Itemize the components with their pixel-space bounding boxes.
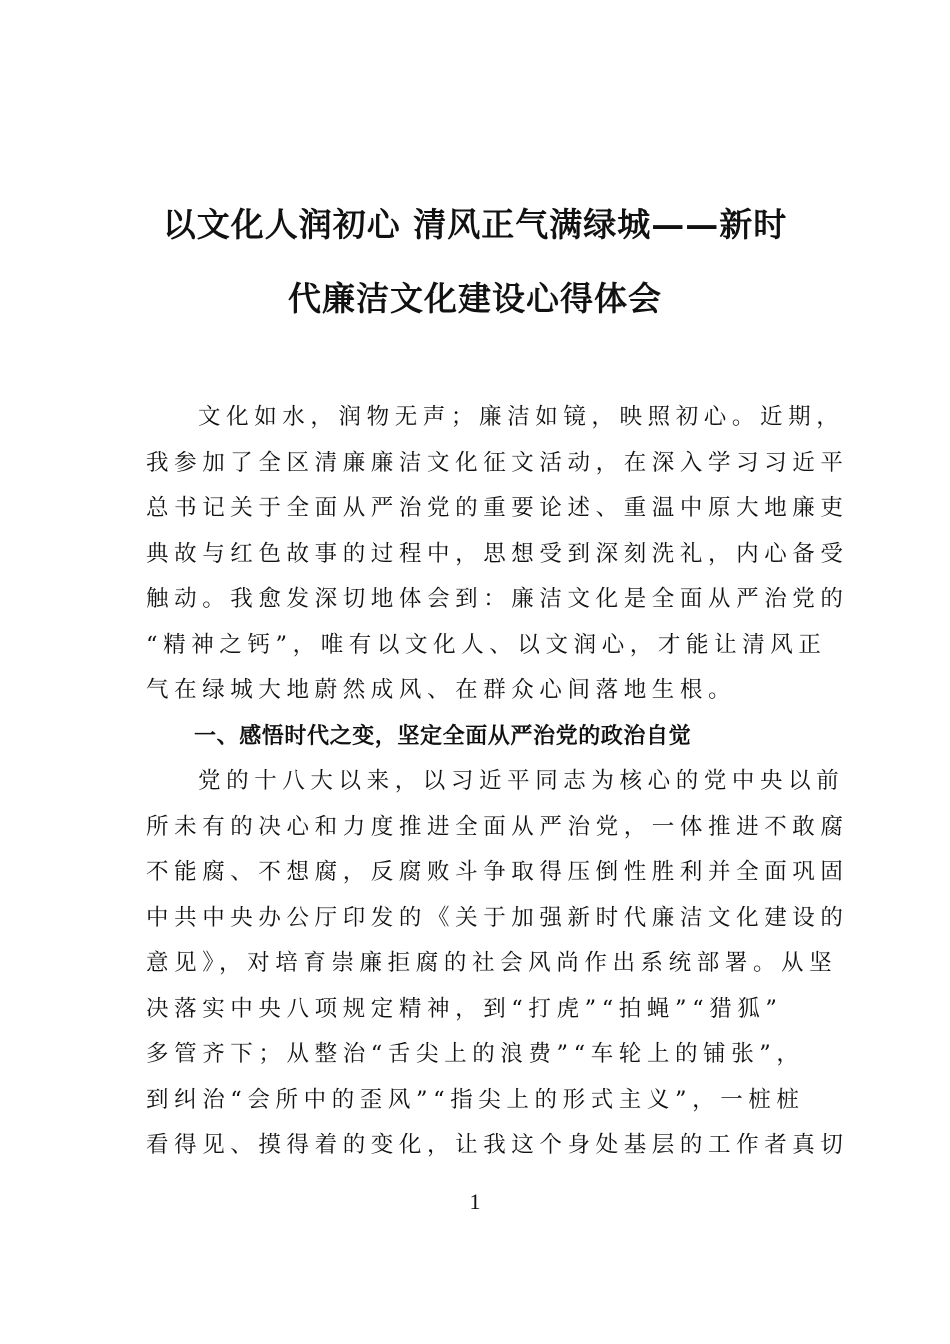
document-body [146,395,849,1169]
paragraph-line: 典故与红色故事的过程中，思想受到深刻洗礼，内心备受 [146,540,849,567]
paragraph-line: 不能腐、不想腐，反腐败斗争取得压倒性胜利并全面巩固 [146,859,849,885]
paragraph-line: 中共中央办公厅印发的《关于加强新时代廉洁文化建设的 [146,904,849,931]
page-number: 1 [469,1189,481,1214]
paragraph-line: 意见》，对培育崇廉拒腐的社会风尚作出系统部署。从坚 [146,950,838,976]
paragraph-line: “精神之钙”，唯有以文化人、以文润心，才能让清风正 [146,631,827,658]
paragraph-line: 我参加了全区清廉廉洁文化征文活动，在深入学习习近平 [146,449,849,476]
paragraph-line: 总书记关于全面从严治党的重要论述、重温中原大地廉吏 [146,495,849,521]
title-line-2: 代廉洁文化建设心得体会 [288,279,662,318]
title-line-1: 以文化人润初心 清风正气满绿城——新时 [162,205,788,244]
section-heading: 一、感悟时代之变，坚定全面从严治党的政治自觉 [194,723,692,749]
paragraph-line: 多管齐下；从整治“舌尖上的浪费”“车轮上的铺张”， [146,1041,805,1067]
paragraph-line: 所未有的决心和力度推进全面从严治党，一体推进不敢腐 [146,813,849,840]
paragraph-line: 党的十八大以来，以习近平同志为核心的党中央以前 [198,768,845,794]
paragraph-line: 触动。我愈发深切地体会到：廉洁文化是全面从严治党的 [146,586,849,612]
paragraph-line: 看得见、摸得着的变化，让我这个身处基层的工作者真切 [146,1132,849,1158]
paragraph-line: 决落实中央八项规定精神，到“打虎”“拍蝇”“猎狐” [146,995,783,1022]
section-paragraph [146,759,849,1169]
paragraph-line: 到纠治“会所中的歪风”“指尖上的形式主义”，一桩桩 [146,1086,805,1113]
paragraph-line: 文化如水，润物无声；廉洁如镜，映照初心。近期， [198,404,845,430]
paragraph-line: 气在绿城大地蔚然成风、在群众心间落地生根。 [146,677,737,703]
intro-paragraph [146,395,849,714]
document-title [140,188,810,336]
